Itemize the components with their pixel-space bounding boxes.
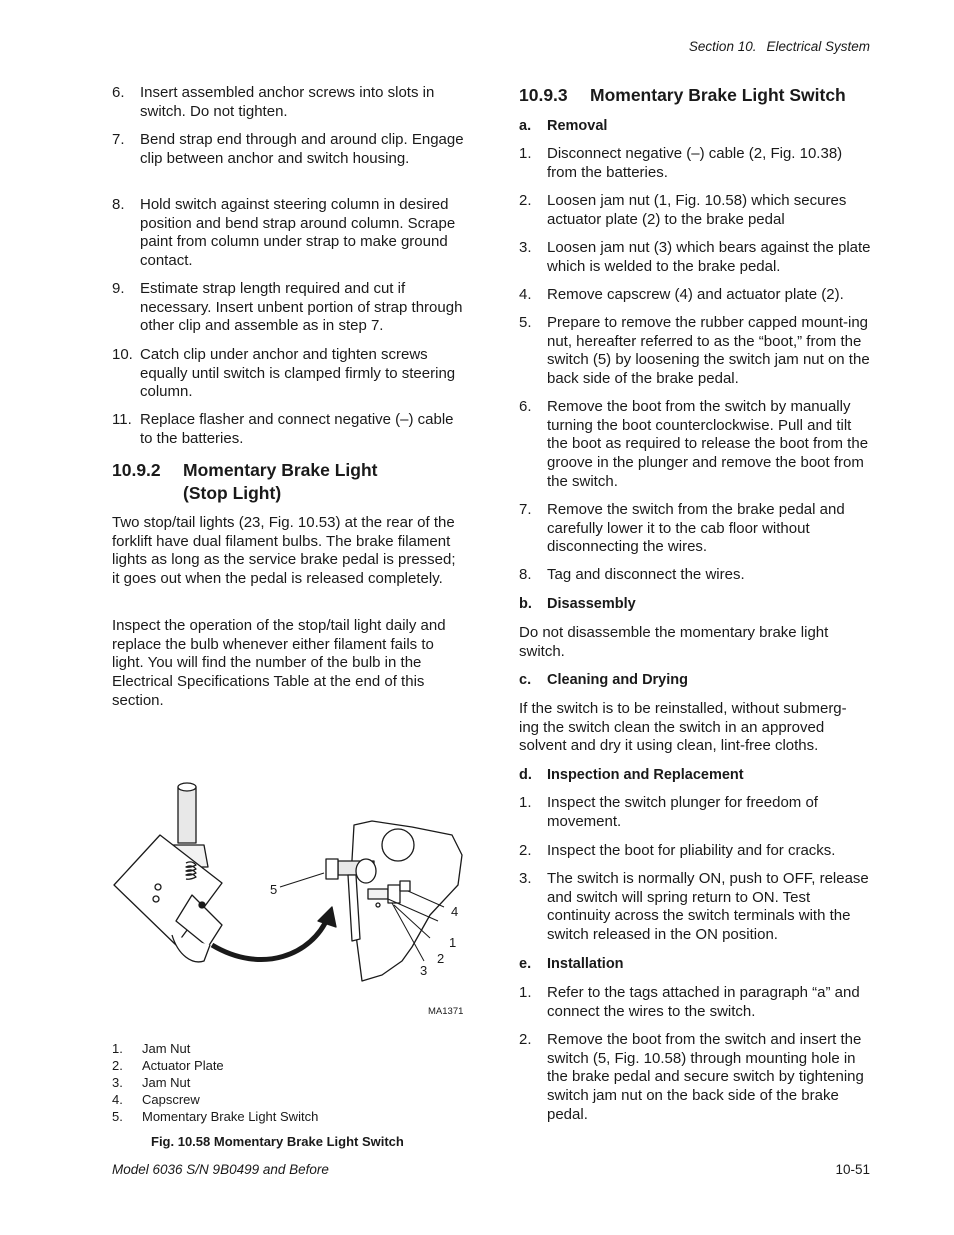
list-item: 1. Inspect the switch plunger for freedom of movement. xyxy=(519,794,818,830)
list-item: 6. Insert assembled anchor screws into slots in switch. Do not tighten. xyxy=(112,84,435,120)
section-heading-10-9-2: 10.9.2 Momentary Brake Light (Stop Light) xyxy=(112,460,378,503)
subheading-installation: e. Installation xyxy=(519,956,624,972)
list-item: 3. The switch is normally ON, push to OFF, release and switch will spring return to ON. Test continuity across the switch terminals with the switch released in the ON position. xyxy=(519,870,869,944)
legend-item: 4. Capscrew xyxy=(112,1092,200,1107)
legend-item: 3. Jam Nut xyxy=(112,1075,191,1090)
subheading-removal: a. Removal xyxy=(519,118,608,134)
list-item: 7. Remove the switch from the brake pedal and carefully lower it to the cab floor without disconnecting the wires. xyxy=(519,501,845,556)
header-section: Section 10. xyxy=(688,39,757,54)
section-title xyxy=(183,459,377,505)
legend-item: 1. Jam Nut xyxy=(112,1041,191,1056)
paragraph-inspect: Inspect the operation of the stop/tail light daily and replace the bulb whenever either filament fails to light. You will find the number of the bulb in the Electrical Specifications Table at the end of this section. xyxy=(112,617,446,709)
paragraph-disassembly: Do not disassemble the momentary brake light switch. xyxy=(519,624,829,660)
list-item: 8. Tag and disconnect the wires. xyxy=(519,566,745,583)
figure-code: MA1371 xyxy=(428,1006,464,1017)
figure-caption: Fig. 10.58 Momentary Brake Light Switch xyxy=(151,1134,404,1149)
callout-2: 2 xyxy=(437,951,445,966)
callout-5: 5 xyxy=(270,882,278,897)
list-item: 2. Remove the boot from the switch and insert the switch (5, Fig. 10.58) through mounting hole in the brake pedal and secure switch by tightening switch jam nut on the back side of the brake pedal. xyxy=(519,1031,864,1123)
list-item: 5. Prepare to remove the rubber capped mount-ing nut, hereafter referred to as the “boot,” from the switch (5) by loosening the switch jam nut on the back side of the brake pedal. xyxy=(519,314,870,388)
list-item: 4. Remove capscrew (4) and actuator plate (2). xyxy=(519,286,844,303)
list-item: 6. Remove the boot from the switch by manually turning the boot counterclockwise. Pull and tilt the boot as required to release the boot from the groove in the plunger and remove the boot from the switch. xyxy=(519,398,869,490)
list-item: 1. Refer to the tags attached in paragraph “a” and connect the wires to the switch. xyxy=(519,984,860,1020)
header-title: Electrical System xyxy=(766,39,870,54)
running-header xyxy=(689,39,870,54)
list-item: 8. Hold switch against steering column in desired position and bend strap around column. Scrape paint from column under strap to make ground contact. xyxy=(112,196,456,270)
footer-model: Model 6036 S/N 9B0499 and Before xyxy=(112,1162,329,1177)
callout-4: 4 xyxy=(451,904,459,919)
subheading-inspection: d. Inspection and Replacement xyxy=(519,767,744,783)
list-item: 7. Bend strap end through and around clip. Engage clip between anchor and switch housing. xyxy=(112,131,464,167)
subheading-disassembly: b. Disassembly xyxy=(519,596,636,612)
section-title: Momentary Brake Light Switch xyxy=(590,85,846,105)
list-item: 1. Disconnect negative (–) cable (2, Fig. 10.38) from the batteries. xyxy=(519,145,843,181)
section-title-line-2: (Stop Light) xyxy=(183,483,282,503)
paragraph-cleaning: If the switch is to be reinstalled, without submerg-ing the switch clean the switch in an approved solvent and dry it using clean, lint-free cloths. xyxy=(519,700,847,755)
section-heading-10-9-3: 10.9.3 Momentary Brake Light Switch xyxy=(519,85,846,105)
section-title-line-1: Momentary Brake Light xyxy=(183,460,378,480)
list-item: 2. Loosen jam nut (1, Fig. 10.58) which secures actuator plate (2) to the brake pedal xyxy=(519,192,847,228)
legend-item: 2. Actuator Plate xyxy=(112,1058,224,1073)
list-item: 10. Catch clip under anchor and tighten screws equally until switch is clamped firmly to steering column. xyxy=(112,346,456,401)
brake-switch-illustration xyxy=(112,775,472,1025)
callout-3: 3 xyxy=(420,963,428,978)
list-item: 11. Replace flasher and connect negative (–) cable to the batteries. xyxy=(112,411,454,447)
list-item: 9. Estimate strap length required and cut if necessary. Insert unbent portion of strap through other clip and assemble as in step 7. xyxy=(112,280,463,335)
callout-1: 1 xyxy=(449,935,457,950)
list-item: 2. Inspect the boot for pliability and for cracks. xyxy=(519,842,836,859)
subheading-cleaning: c. Cleaning and Drying xyxy=(519,672,688,688)
list-item: 3. Loosen jam nut (3) which bears against the plate which is welded to the brake pedal. xyxy=(519,239,871,275)
paragraph-stop-lights: Two stop/tail lights (23, Fig. 10.53) at the rear of the forklift have dual filament bulbs. The brake filament lights as long as the service brake pedal is pressed; it goes out when the pedal is released completely. xyxy=(112,514,456,588)
legend-item: 5. Momentary Brake Light Switch xyxy=(112,1109,319,1124)
page-number: 10-51 xyxy=(835,1162,870,1177)
